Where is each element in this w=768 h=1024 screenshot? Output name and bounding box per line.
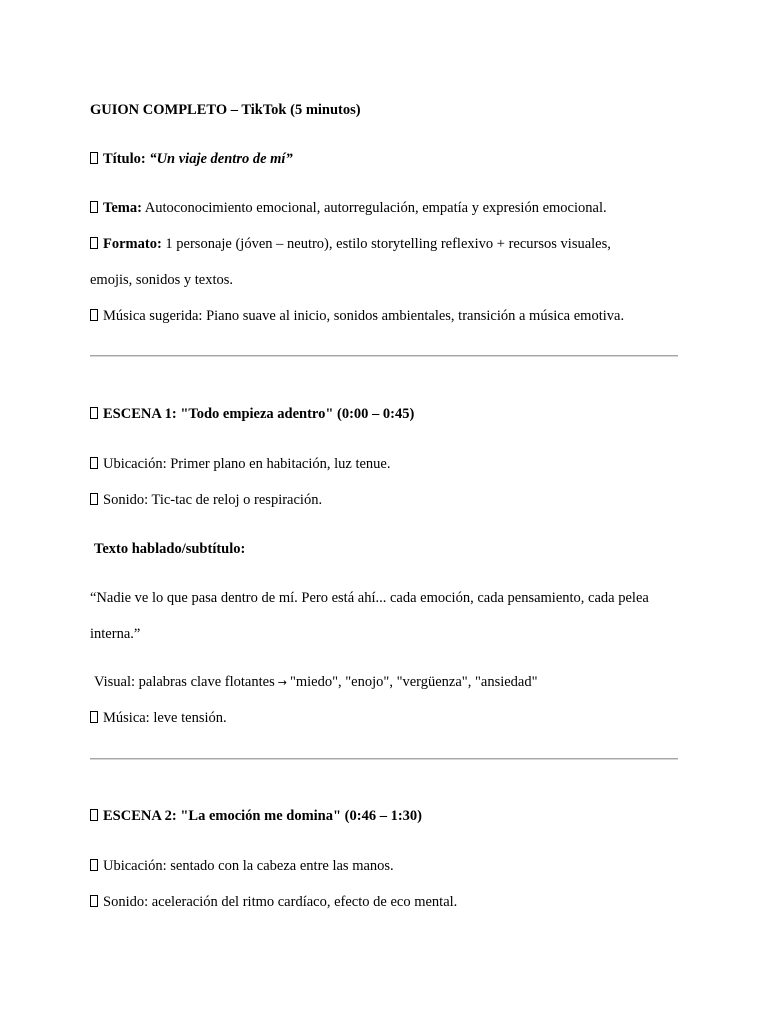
escena2-title: ESCENA 2: "La emoción me domina" (0:46 – 1:30) bbox=[103, 808, 422, 824]
escena1-musica-line bbox=[90, 709, 708, 727]
escena1-visual-prefix: Visual: palabras clave flotantes bbox=[94, 674, 275, 690]
horizontal-rule bbox=[90, 758, 678, 760]
missing-glyph-icon bbox=[90, 895, 98, 907]
missing-glyph-icon bbox=[90, 457, 98, 469]
missing-glyph-icon bbox=[90, 809, 98, 821]
missing-glyph-icon bbox=[90, 237, 98, 249]
escena2-sonido-line bbox=[90, 893, 708, 911]
escena1-sonido: Sonido: Tic-tac de reloj o respiración. bbox=[103, 492, 323, 508]
escena2-ubicacion-line bbox=[90, 857, 708, 875]
missing-glyph-icon bbox=[90, 711, 98, 723]
titulo-label: Título: bbox=[103, 151, 146, 167]
missing-glyph-icon bbox=[90, 407, 98, 419]
missing-glyph-icon bbox=[90, 859, 98, 871]
musica-text: Música sugerida: Piano suave al inicio, sonidos ambientales, transición a música emotiva. bbox=[103, 308, 625, 324]
escena1-title-line bbox=[90, 405, 708, 423]
escena1-title: ESCENA 1: "Todo empieza adentro" (0:00 – 0:45) bbox=[103, 406, 415, 422]
missing-glyph-icon bbox=[90, 201, 98, 213]
missing-glyph-icon bbox=[90, 152, 98, 164]
arrow-right-icon: → bbox=[277, 676, 287, 689]
formato-line bbox=[90, 235, 708, 253]
formato-line-2: emojis, sonidos y textos. bbox=[90, 272, 233, 288]
escena2-title-line bbox=[90, 807, 708, 825]
tema-value: Autoconocimiento emocional, autorregulación, empatía y expresión emocional. bbox=[141, 200, 607, 216]
horizontal-rule bbox=[90, 355, 678, 357]
document-heading: GUION COMPLETO – TikTok (5 minutos) bbox=[90, 102, 361, 118]
formato-value: 1 personaje (jóven – neutro), estilo storytelling reflexivo + recursos visuales, bbox=[161, 236, 611, 252]
escena2-sonido: Sonido: aceleración del ritmo cardíaco, efecto de eco mental. bbox=[103, 894, 458, 910]
escena2-ubicacion: Ubicación: sentado con la cabeza entre las manos. bbox=[103, 858, 394, 874]
escena1-quote-line-2: interna.” bbox=[90, 626, 141, 642]
escena1-texto-label: Texto hablado/subtítulo: bbox=[94, 541, 246, 557]
missing-glyph-icon bbox=[90, 493, 98, 505]
escena1-visual-line bbox=[94, 673, 708, 692]
titulo-value: “Un viaje dentro de mí” bbox=[149, 151, 293, 167]
formato-label: Formato: bbox=[103, 236, 162, 252]
tema-label: Tema: bbox=[103, 200, 142, 216]
escena1-ubicacion-line bbox=[90, 455, 708, 473]
escena1-musica: Música: leve tensión. bbox=[103, 710, 227, 726]
escena1-visual-words: "miedo", "enojo", "vergüenza", "ansiedad" bbox=[289, 674, 538, 690]
tema-line bbox=[90, 199, 708, 217]
musica-line bbox=[90, 307, 708, 325]
escena1-quote-line-1: “Nadie ve lo que pasa dentro de mí. Pero está ahí... cada emoción, cada pensamiento, cada pelea bbox=[90, 590, 649, 606]
escena1-ubicacion: Ubicación: Primer plano en habitación, luz tenue. bbox=[103, 456, 391, 472]
missing-glyph-icon bbox=[90, 309, 98, 321]
escena1-sonido-line bbox=[90, 491, 708, 509]
titulo-line bbox=[90, 150, 708, 168]
